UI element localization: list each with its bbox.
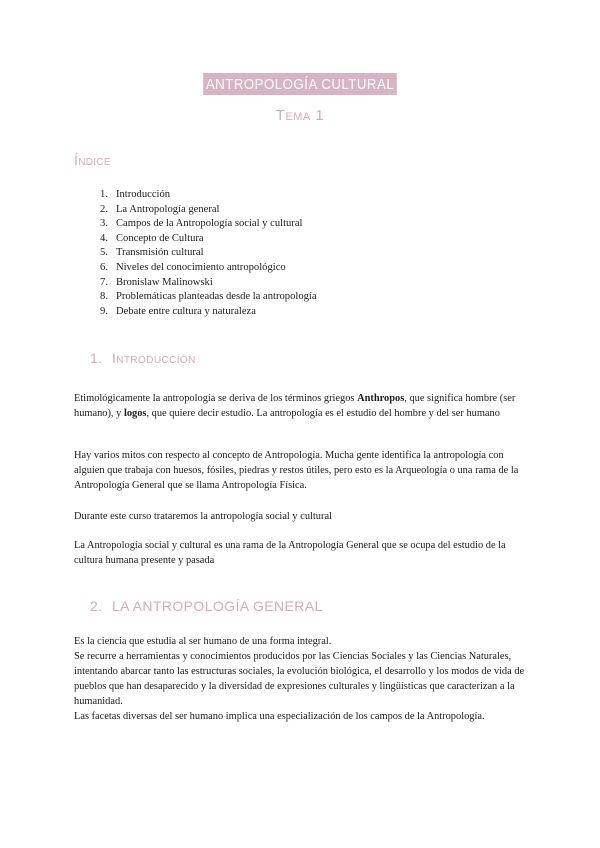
section-2-heading	[90, 598, 323, 614]
text-run: se deriva de los términos griegos	[215, 393, 358, 404]
toc-item-label: Introducción	[115, 189, 171, 200]
section-2-body	[74, 634, 534, 724]
toc-item	[86, 305, 317, 320]
toc-item-label: Concepto de Cultura	[115, 232, 204, 244]
toc-item-label: Niveles del conocimiento antropológico	[115, 261, 286, 273]
toc-item	[86, 188, 317, 203]
section-1-heading	[90, 350, 196, 366]
toc-item-number: 9.	[100, 305, 108, 317]
text-run: , que quiere decir estudio. La antropología es el estudio del hombre y del ser humano	[146, 408, 500, 419]
title-wrap	[0, 73, 600, 95]
toc-item	[86, 261, 317, 276]
section-2-line: Es la ciencia que estudia al ser humano de una forma integral.	[74, 636, 332, 647]
toc-item-number: 8.	[100, 291, 108, 303]
text-run-bold: logos	[123, 408, 147, 419]
document-subtitle: Tema 1	[275, 107, 325, 124]
toc-item	[86, 203, 317, 218]
toc-item-number: 2.	[100, 203, 108, 215]
toc-item-number: 4.	[100, 232, 108, 244]
toc-item-label: La Antropología general	[115, 203, 220, 215]
table-of-contents	[86, 188, 317, 319]
toc-item-number: 1.	[100, 189, 108, 200]
section-2-line: Las facetas diversas del ser humano implica una especialización de los campos de la Antropología.	[74, 711, 485, 722]
toc-item	[86, 232, 317, 247]
text-run: Etimológicamente la antropología	[74, 393, 216, 404]
section-2-title: LA ANTROPOLOGÍA GENERAL	[112, 598, 323, 614]
toc-item-label: Campos de la Antropología social y cultural	[115, 218, 303, 230]
section-1-paragraph-2: Hay varios mitos con respecto al concepto de Antropología. Mucha gente identifica la antropología con alguien que trabaja con huesos, fósiles, piedras y restos útiles, pero esto es la Arqueología o una rama de la Antropología General que se llama Antropología Física.	[74, 450, 519, 491]
toc-item-label: Transmisión cultural	[115, 247, 204, 259]
toc-item	[86, 290, 317, 305]
section-1-paragraph-4: La Antropología social y cultural es una rama de la Antropología General que se ocupa del estudio de la cultura humana presente y pasada	[74, 540, 506, 566]
toc-item-label: Debate entre cultura y naturaleza	[115, 305, 256, 317]
toc-item-number: 3.	[100, 218, 108, 230]
index-heading: Índice	[74, 152, 111, 168]
section-1-title: Introducción	[112, 350, 196, 366]
toc-item	[86, 217, 317, 232]
toc-item-number: 5.	[100, 247, 108, 259]
document-title: ANTROPOLOGÍA CULTURAL	[203, 73, 397, 95]
section-1-number: 1.	[90, 350, 103, 366]
toc-item	[86, 246, 317, 261]
toc-item-label: Problemáticas planteadas desde la antropología	[115, 291, 317, 303]
toc-item-label: Bronislaw Malinowski	[115, 276, 213, 288]
toc-item-number: 6.	[100, 261, 108, 273]
section-1-paragraph-1	[74, 391, 534, 421]
section-1-paragraph-3: Durante este curso trataremos la antropología social y cultural	[74, 511, 332, 522]
toc-item-number: 7.	[100, 276, 108, 288]
text-run: , que significa hombre (ser humano), y	[74, 393, 516, 419]
text-run-bold: Anthropos	[357, 393, 405, 404]
toc-item	[86, 276, 317, 291]
section-2-line: Se recurre a herramientas y conocimientos producidos por las Ciencias Sociales y las Ciencias Naturales, intentando abarcar tanto las estructuras sociales, la evolución biológica, el desarrollo y los modos de vida de pueblos que han desaparecido y la diversidad de expresiones culturales y lingüísticas que caracterizan a la humanidad.	[74, 651, 525, 707]
section-2-number: 2.	[90, 598, 103, 614]
